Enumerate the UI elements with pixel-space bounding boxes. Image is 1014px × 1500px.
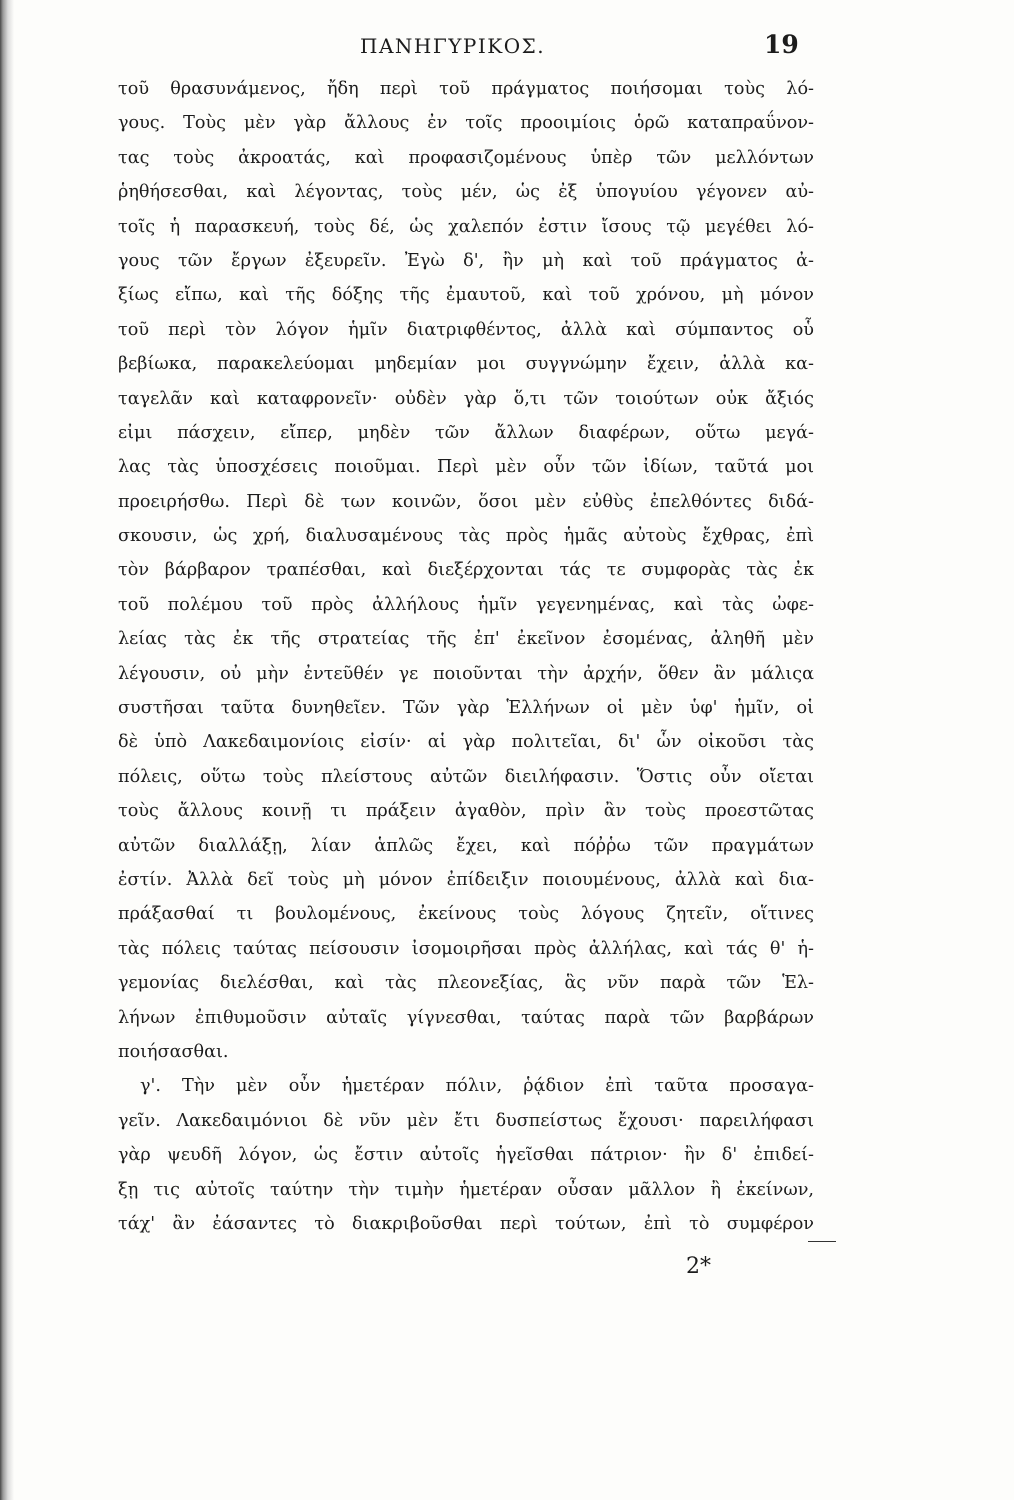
text-line: τὸν βάρβαρον τραπέσθαι, καὶ διεξέρχονται τάς τε συμφορὰς τὰς ἐκ xyxy=(118,560,814,581)
text-line: τάχ' ἂν ἐάσαντες τὸ διακριβοῦσθαι περὶ τούτων, ἐπὶ τὸ συμφέρον xyxy=(118,1213,814,1234)
text-line: πόλεις, οὕτω τοὺς πλείστους αὐτῶν διειλήφασιν. Ὅστις οὖν οἴεται xyxy=(118,766,814,787)
text-line: τοῖς ἡ παρασκευή, τοὺς δέ, ὡς χαλεπόν ἐστιν ἴσους τῷ μεγέθει λό- xyxy=(118,216,814,237)
text-line: τὰς πόλεις ταύτας πείσουσιν ἰσομοιρῆσαι πρὸς ἀλλήλας, καὶ τάς θ' ἡ- xyxy=(118,938,814,959)
text-line: γους τῶν ἔργων ἐξευρεῖν. Ἐγὼ δ', ἢν μὴ καὶ τοῦ πράγματος ἀ- xyxy=(118,250,814,271)
text-line: γὰρ ψευδῆ λόγον, ὡς ἔστιν αὐτοῖς ἡγεῖσθαι πάτριον· ἢν δ' ἐπιδεί- xyxy=(118,1145,814,1166)
text-line: προειρήσθω. Περὶ δὲ των κοινῶν, ὅσοι μὲν εὐθὺς ἐπελθόντες διδά- xyxy=(118,491,814,512)
text-line: τοῦ περὶ τὸν λόγον ἡμῖν διατριφθέντος, ἀλλὰ καὶ σύμπαντος οὗ xyxy=(118,319,814,340)
text-line: ῥηθήσεσθαι, καὶ λέγοντας, τοὺς μέν, ὡς ἐξ ὑπογυίου γέγονεν αὐ- xyxy=(118,182,814,203)
catchword-dash xyxy=(808,1241,836,1242)
text-line: γεμονίας διελέσθαι, καὶ τὰς πλεονεξίας, ἃς νῦν παρὰ τῶν Ἑλ- xyxy=(118,973,814,994)
text-line: τοῦ πολέμου τοῦ πρὸς ἀλλήλους ἡμῖν γεγενημένας, καὶ τὰς ὠφε- xyxy=(118,594,814,615)
page-number: 19 xyxy=(764,30,799,59)
section-start-line: γ'. Τὴν μὲν οὖν ἡμετέραν πόλιν, ῥᾴδιον ἐπὶ ταῦτα προσαγα- xyxy=(140,1076,814,1097)
text-line: ἐστίν. Ἀλλὰ δεῖ τοὺς μὴ μόνον ἐπίδειξιν ποιουμένους, ἀλλὰ καὶ δια- xyxy=(118,869,814,890)
text-line: δὲ ὑπὸ Λακεδαιμονίοις εἰσίν· αἱ γὰρ πολιτεῖαι, δι' ὧν οἰκοῦσι τὰς xyxy=(118,732,814,753)
text-line: ξίως εἴπω, καὶ τῆς δόξης τῆς ἐμαυτοῦ, καὶ τοῦ χρόνου, μὴ μόνον xyxy=(118,285,814,306)
text-line: λήνων ἐπιθυμοῦσιν αὐταῖς γίγνεσθαι, ταύτας παρὰ τῶν βαρβάρων xyxy=(118,1007,814,1028)
text-line: γεῖν. Λακεδαιμόνιοι δὲ νῦν μὲν ἔτι δυσπείστως ἔχουσι· παρειλήφασι xyxy=(118,1110,814,1131)
text-line: ξῃ τις αὐτοῖς ταύτην τὴν τιμὴν ἡμετέραν οὖσαν μᾶλλον ἢ ἐκείνων, xyxy=(118,1179,814,1200)
text-line: τας τοὺς ἀκροατάς, καὶ προφασιζομένους ὑπὲρ τῶν μελλόντων xyxy=(118,147,814,168)
text-line: αὐτῶν διαλλάξῃ, λίαν ἁπλῶς ἔχει, καὶ πόῤῥω τῶν πραγμάτων xyxy=(118,835,814,856)
text-line: εἰμι πάσχειν, εἴπερ, μηδὲν τῶν ἄλλων διαφέρων, οὕτω μεγά- xyxy=(118,422,814,443)
text-line: γους. Τοὺς μὲν γὰρ ἄλλους ἐν τοῖς προοιμίοις ὁρῶ καταπραΰνον- xyxy=(118,113,814,134)
text-line: τοὺς ἄλλους κοινῇ τι πράξειν ἀγαθὸν, πρὶν ἂν τοὺς προεστῶτας xyxy=(118,801,814,822)
signature-mark: 2* xyxy=(686,1254,711,1279)
text-line: ταγελᾶν καὶ καταφρονεῖν· οὐδὲν γὰρ ὅ,τι τῶν τοιούτων οὐκ ἄξιός xyxy=(118,388,814,409)
text-line: σκουσιν, ὡς χρή, διαλυσαμένους τὰς πρὸς ἡμᾶς αὐτοὺς ἔχθρας, ἐπὶ xyxy=(118,526,814,547)
text-line: λέγουσιν, οὐ μὴν ἐντεῦθέν γε ποιοῦνται τὴν ἀρχήν, ὅθεν ἂν μάλιςα xyxy=(118,663,814,684)
text-line: βεβίωκα, παρακελεύομαι μηδεμίαν μοι συγγνώμην ἔχειν, ἀλλὰ κα- xyxy=(118,354,814,375)
text-line: τοῦ θρασυνάμενος, ἤδη περὶ τοῦ πράγματος ποιήσομαι τοὺς λό- xyxy=(118,79,814,99)
text-line: πράξασθαί τι βουλομένους, ἐκείνους τοὺς λόγους ζητεῖν, οἵτινες xyxy=(118,904,814,925)
text-line: λας τὰς ὑποσχέσεις ποιοῦμαι. Περὶ μὲν οὖν τῶν ἰδίων, ταῦτά μοι xyxy=(118,457,814,478)
running-head-title: ΠΑΝΗΓΥΡΙΚΟΣ. xyxy=(360,34,546,58)
text-line: λείας τὰς ἐκ τῆς στρατείας τῆς ἐπ' ἐκεῖνον ἐσομένας, ἀληθῆ μὲν xyxy=(118,629,814,650)
text-line: ποιήσασθαι. xyxy=(118,1041,229,1062)
text-line: συστῆσαι ταῦτα δυνηθεῖεν. Τῶν γὰρ Ἑλλήνων οἱ μὲν ὑφ' ἡμῖν, οἱ xyxy=(118,698,814,719)
running-head xyxy=(0,30,1014,66)
body-text xyxy=(118,72,814,1241)
page-binding-shadow xyxy=(0,0,14,1500)
